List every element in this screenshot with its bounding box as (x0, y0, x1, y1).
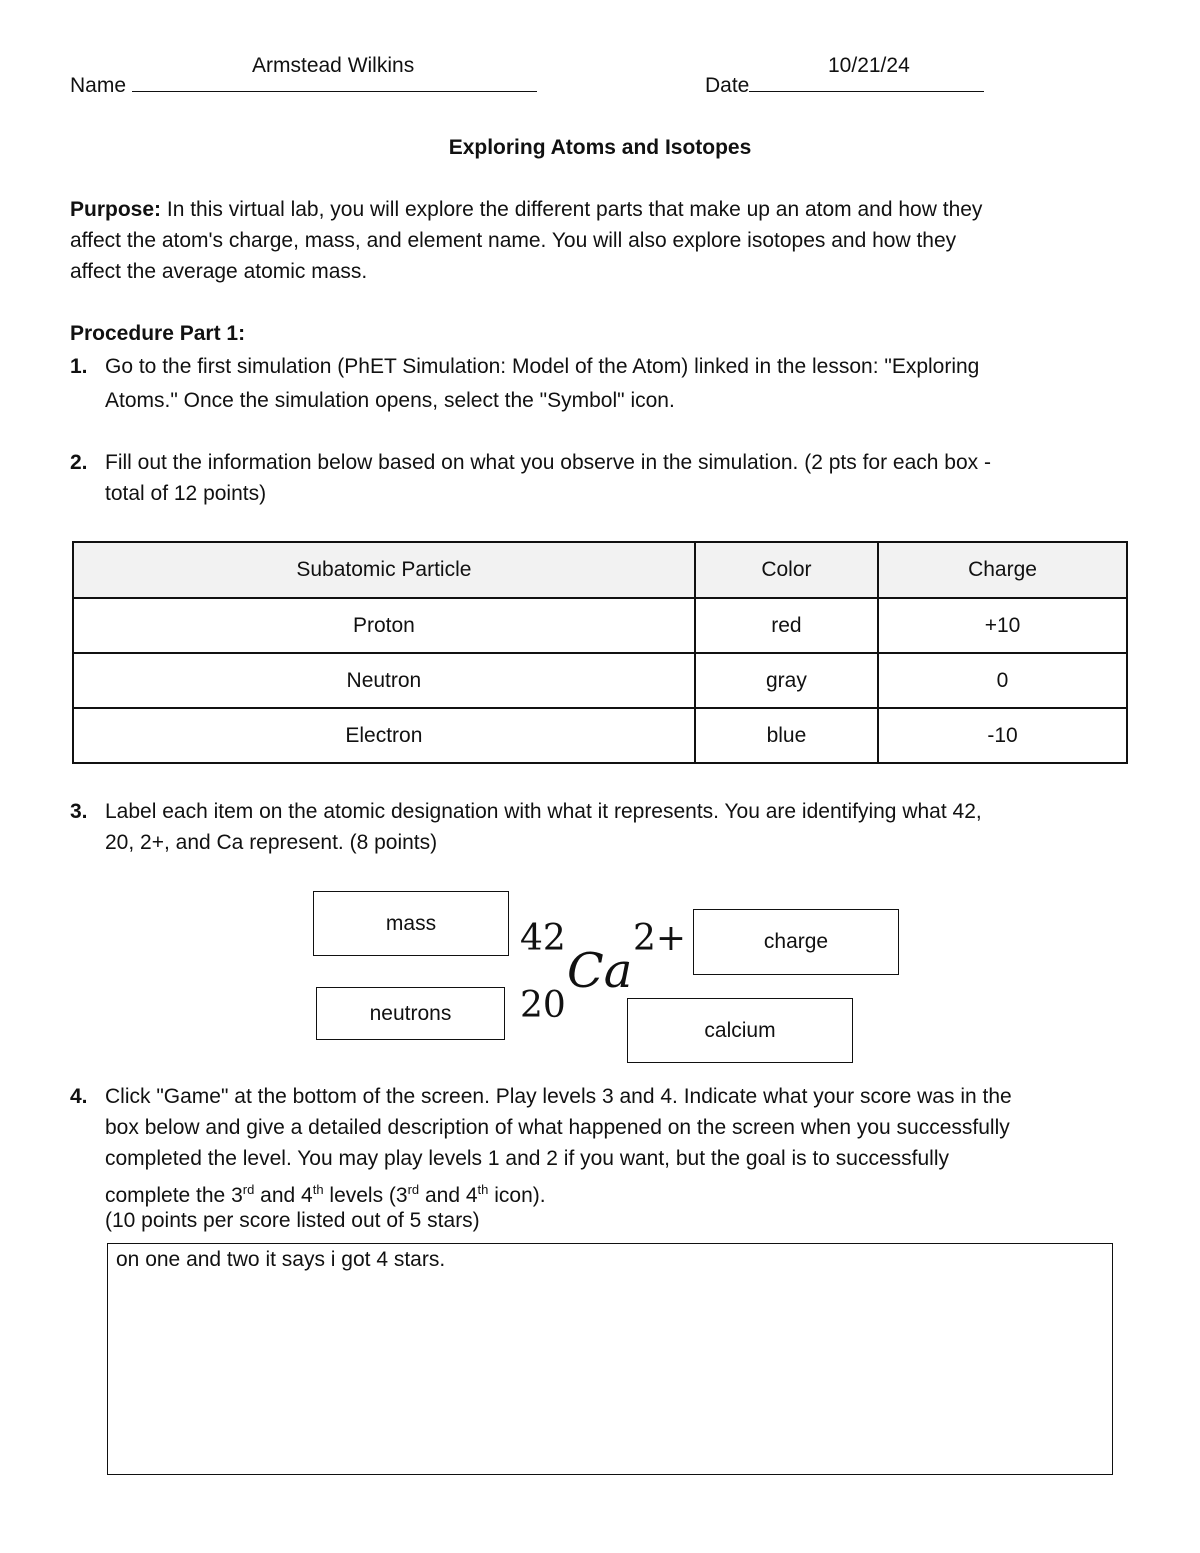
step-1-pre: Go to the first simulation (105, 355, 332, 378)
table-row (73, 653, 1127, 708)
step-4-part-d: and 4 (419, 1184, 478, 1207)
ion-charge: 2+ (633, 918, 687, 959)
sup-th-2: th (477, 1182, 489, 1197)
mass-number: 42 (520, 918, 566, 959)
neutron-charge[interactable]: 0 (878, 653, 1127, 708)
header-subatomic-particle: Subatomic Particle (73, 542, 695, 598)
charge-label-box[interactable]: charge (693, 909, 899, 975)
purpose-label: Purpose: (70, 198, 162, 221)
name-field (70, 70, 537, 101)
purpose-line-3: affect the average atomic mass. (70, 260, 368, 283)
step-4-line-3: completed the level. You may play levels 1 and 2 if you want, but the goal is to successfully (105, 1147, 949, 1170)
particle-table (72, 541, 1128, 764)
date-underline (749, 72, 984, 92)
table-header-row (73, 542, 1127, 598)
step-4-line-2: box below and give a detailed description of what happened on the screen when you successfully (105, 1116, 1010, 1139)
name-label: Name (70, 74, 127, 97)
sup-rd: rd (242, 1182, 255, 1197)
step-1-line-1 (105, 351, 979, 382)
step-3-number: 3. (70, 800, 88, 823)
step-2-line-2: total of 12 points) (105, 482, 267, 505)
step-4-line-5: (10 points per score listed out of 5 stars) (105, 1209, 480, 1232)
step-2-line-1: Fill out the information below based on what you observe in the simulation. (2 pts for each box - (105, 451, 991, 474)
name-value[interactable]: Armstead Wilkins (252, 54, 415, 77)
atomic-number: 20 (520, 985, 566, 1026)
date-field (705, 70, 984, 101)
step-3-line-1: Label each item on the atomic designation with what it represents. You are identifying what 42, (105, 800, 982, 823)
date-value[interactable]: 10/21/24 (828, 54, 910, 77)
electron-color[interactable]: blue (695, 708, 878, 763)
step-1-line-2: Atoms." Once the simulation opens, select the "Symbol" icon. (105, 389, 675, 412)
procedure-heading: Procedure Part 1: (70, 322, 246, 345)
proton-charge[interactable]: +10 (878, 598, 1127, 653)
step-4-line-1: Click "Game" at the bottom of the screen. Play levels 3 and 4. Indicate what your score was in the (105, 1085, 1012, 1108)
particle-neutron: Neutron (73, 653, 695, 708)
element-symbol: Ca (567, 943, 633, 999)
electron-charge[interactable]: -10 (878, 708, 1127, 763)
purpose-text-1: In this virtual lab, you will explore the different parts that make up an atom and how they (166, 198, 983, 221)
proton-color[interactable]: red (695, 598, 878, 653)
neutron-color[interactable]: gray (695, 653, 878, 708)
neutrons-label-box[interactable]: neutrons (316, 987, 505, 1040)
step-4-part-a: complete the 3 (105, 1184, 243, 1207)
step-4-part-b: and 4 (254, 1184, 313, 1207)
purpose-line-2: affect the atom's charge, mass, and element name. You will also explore isotopes and how they (70, 229, 957, 252)
mass-label-box[interactable]: mass (313, 891, 509, 956)
table-row (73, 708, 1127, 763)
step-1-number: 1. (70, 355, 88, 378)
step-4-number: 4. (70, 1085, 88, 1108)
particle-electron: Electron (73, 708, 695, 763)
table-row (73, 598, 1127, 653)
name-underline (132, 72, 537, 92)
step-4-part-e: icon). (488, 1184, 546, 1207)
header-color: Color (695, 542, 878, 598)
score-answer-box[interactable] (107, 1243, 1113, 1475)
particle-proton: Proton (73, 598, 695, 653)
date-label: Date (705, 74, 750, 97)
sup-th: th (312, 1182, 324, 1197)
score-answer-text: on one and two it says i got 4 stars. (116, 1248, 446, 1271)
step-1-post: linked in the lesson: "Exploring (694, 355, 980, 378)
calcium-label-box[interactable]: calcium (627, 998, 853, 1063)
phet-link[interactable]: (PhET Simulation: Model of the Atom) (337, 355, 689, 378)
step-2-number: 2. (70, 451, 88, 474)
step-3-line-2: 20, 2+, and Ca represent. (8 points) (105, 831, 438, 854)
step-4-part-c: levels (3 (323, 1184, 408, 1207)
sup-rd-2: rd (407, 1182, 420, 1197)
header-charge: Charge (878, 542, 1127, 598)
purpose-line-1 (70, 194, 982, 225)
page-title: Exploring Atoms and Isotopes (448, 136, 752, 159)
